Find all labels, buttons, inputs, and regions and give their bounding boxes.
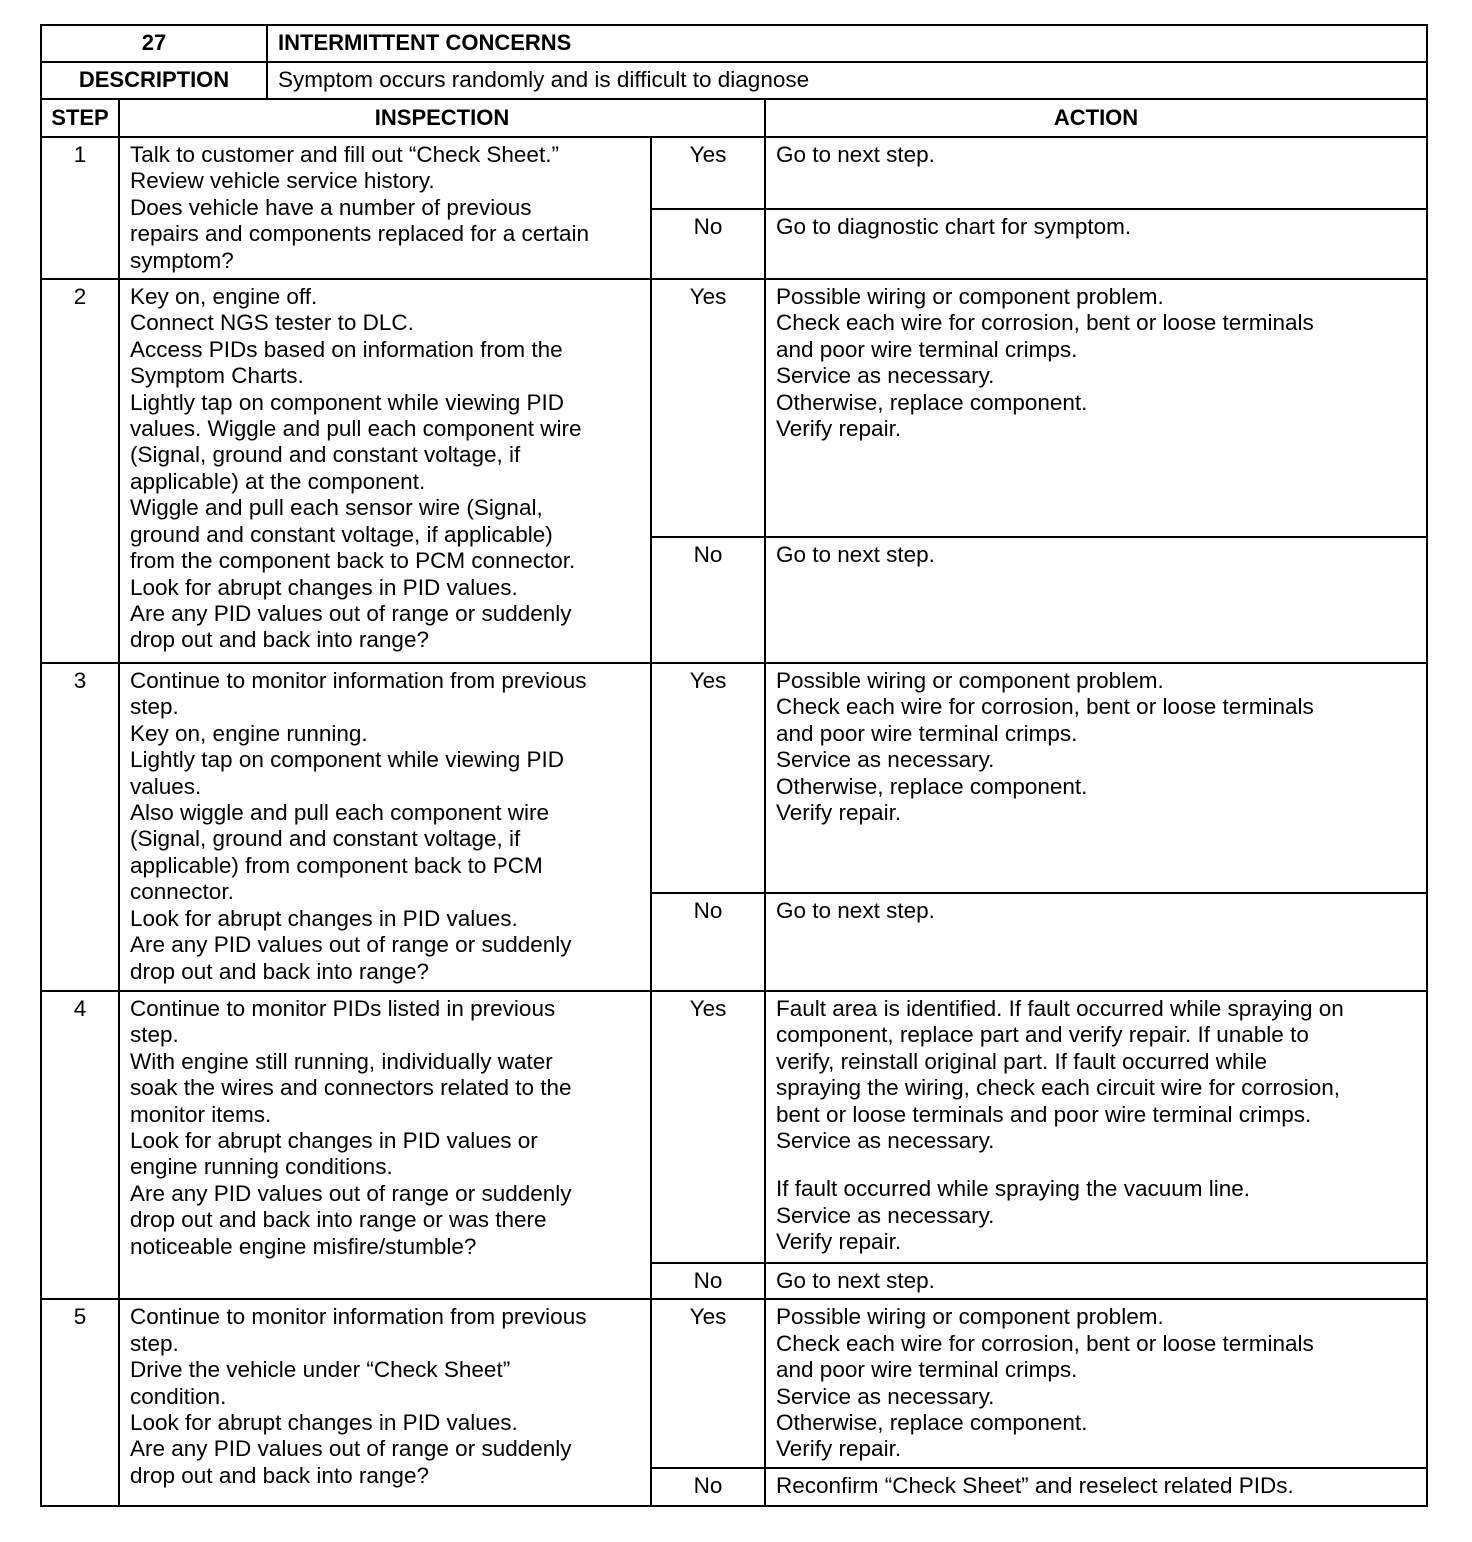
step-number: 2: [41, 279, 119, 663]
step-row: [41, 991, 1427, 1263]
inspection-line: repairs and components replaced for a certain: [130, 221, 590, 247]
action-line: and poor wire terminal crimps.: [776, 1357, 1078, 1383]
inspection-line: drop out and back into range?: [130, 958, 429, 984]
inspection-line: drop out and back into range?: [130, 1462, 429, 1488]
inspection-cell: [119, 663, 651, 991]
inspection-line: values.: [130, 773, 202, 799]
inspection-line: Are any PID values out of range or suddenly: [130, 1180, 572, 1206]
no-answer-label: No: [651, 1468, 765, 1506]
concern-number: 27: [41, 25, 267, 62]
action-line: Service as necessary.: [776, 1128, 995, 1154]
inspection-line: engine running conditions.: [130, 1154, 393, 1180]
yes-answer-label: Yes: [651, 991, 765, 1263]
inspection-line: Key on, engine running.: [130, 720, 368, 746]
inspection-line: symptom?: [130, 247, 234, 273]
inspection-cell: [119, 137, 651, 279]
inspection-line: Look for abrupt changes in PID values.: [130, 905, 518, 931]
description-label: DESCRIPTION: [41, 62, 267, 99]
inspection-line: Look for abrupt changes in PID values.: [130, 574, 518, 600]
inspection-line: Review vehicle service history.: [130, 168, 435, 194]
inspection-line: Look for abrupt changes in PID values or: [130, 1128, 538, 1154]
inspection-line: Key on, engine off.: [130, 284, 318, 310]
action-line: Service as necessary.: [776, 747, 995, 773]
inspection-line: soak the wires and connectors related to the: [130, 1075, 572, 1101]
step-row: [41, 137, 1427, 209]
action-line: Verify repair.: [776, 1436, 902, 1462]
inspection-line: Lightly tap on component while viewing PID: [130, 389, 564, 415]
no-answer-label: No: [651, 893, 765, 991]
action-line: Service as necessary.: [776, 1383, 995, 1409]
no-action-cell: [765, 209, 1427, 279]
action-line: Check each wire for corrosion, bent or loose terminals: [776, 310, 1314, 336]
action-line: Service as necessary.: [776, 363, 995, 389]
inspection-cell: [119, 279, 651, 663]
inspection-line: from the component back to PCM connector.: [130, 548, 576, 574]
inspection-column-header: INSPECTION: [119, 99, 765, 137]
action-line: Service as necessary.: [776, 1202, 995, 1228]
inspection-line: noticeable engine misfire/stumble?: [130, 1233, 477, 1259]
inspection-line: drop out and back into range or was there: [130, 1207, 547, 1233]
paragraph-gap: [776, 1154, 1418, 1176]
inspection-line: Lightly tap on component while viewing PID: [130, 747, 564, 773]
no-action-cell: [765, 893, 1427, 991]
yes-action-cell: [765, 279, 1427, 537]
action-line: Go to next step.: [776, 542, 935, 568]
step-number: 4: [41, 991, 119, 1299]
step-row: [41, 663, 1427, 893]
step-number: 5: [41, 1299, 119, 1505]
title-row: [41, 25, 1427, 62]
inspection-line: Continue to monitor information from previous: [130, 1304, 587, 1330]
yes-action-cell: [765, 1299, 1427, 1467]
inspection-line: Are any PID values out of range or suddenly: [130, 600, 572, 626]
no-action-cell: [765, 1468, 1427, 1506]
yes-answer-label: Yes: [651, 1299, 765, 1467]
inspection-line: Look for abrupt changes in PID values.: [130, 1410, 518, 1436]
no-answer-label: No: [651, 537, 765, 663]
description-row: [41, 62, 1427, 99]
action-line: Verify repair.: [776, 1229, 902, 1255]
action-line: Otherwise, replace component.: [776, 389, 1088, 415]
inspection-line: (Signal, ground and constant voltage, if: [130, 442, 521, 468]
action-line: Possible wiring or component problem.: [776, 1304, 1164, 1330]
inspection-line: Wiggle and pull each sensor wire (Signal,: [130, 495, 543, 521]
inspection-line: With engine still running, individually water: [130, 1048, 553, 1074]
action-line: If fault occurred while spraying the vacuum line.: [776, 1176, 1250, 1202]
no-action-cell: [765, 1263, 1427, 1299]
inspection-line: values. Wiggle and pull each component wire: [130, 416, 582, 442]
inspection-line: connector.: [130, 879, 234, 905]
inspection-cell: [119, 1299, 651, 1505]
inspection-line: Talk to customer and fill out “Check Sheet.”: [130, 142, 559, 167]
action-line: component, replace part and verify repair. If unable to: [776, 1022, 1309, 1048]
inspection-line: step.: [130, 694, 179, 720]
yes-answer-label: Yes: [651, 279, 765, 537]
step-column-header: STEP: [41, 99, 119, 137]
action-line: Go to next step.: [776, 142, 935, 167]
inspection-line: ground and constant voltage, if applicable): [130, 521, 553, 547]
inspection-line: applicable) from component back to PCM: [130, 852, 543, 878]
inspection-line: Symptom Charts.: [130, 363, 304, 389]
concern-title: INTERMITTENT CONCERNS: [267, 25, 1427, 62]
action-line: Check each wire for corrosion, bent or loose terminals: [776, 1330, 1314, 1356]
action-line: Go to next step.: [776, 898, 935, 924]
action-line: Go to next step.: [776, 1268, 935, 1294]
no-answer-label: No: [651, 209, 765, 279]
step-number: 3: [41, 663, 119, 991]
action-line: Go to diagnostic chart for symptom.: [776, 214, 1132, 240]
action-line: Possible wiring or component problem.: [776, 668, 1164, 694]
diagnostic-table: [40, 24, 1428, 1507]
yes-action-cell: [765, 991, 1427, 1263]
inspection-line: Does vehicle have a number of previous: [130, 194, 532, 220]
action-line: spraying the wiring, check each circuit wire for corrosion,: [776, 1075, 1340, 1101]
document-page: [40, 24, 1426, 1507]
inspection-line: drop out and back into range?: [130, 627, 429, 653]
action-line: Otherwise, replace component.: [776, 773, 1088, 799]
column-header-row: [41, 99, 1427, 137]
yes-action-cell: [765, 137, 1427, 209]
inspection-line: Access PIDs based on information from the: [130, 336, 563, 362]
inspection-line: Continue to monitor information from previous: [130, 668, 587, 694]
inspection-line: Are any PID values out of range or suddenly: [130, 932, 572, 958]
action-line: Otherwise, replace component.: [776, 1410, 1088, 1436]
no-answer-label: No: [651, 1263, 765, 1299]
action-line: Check each wire for corrosion, bent or loose terminals: [776, 694, 1314, 720]
action-line: and poor wire terminal crimps.: [776, 336, 1078, 362]
step-row: [41, 279, 1427, 537]
no-action-cell: [765, 537, 1427, 663]
action-line: bent or loose terminals and poor wire terminal crimps.: [776, 1101, 1312, 1127]
action-line: Fault area is identified. If fault occurred while spraying on: [776, 996, 1344, 1022]
inspection-line: condition.: [130, 1383, 227, 1409]
inspection-line: applicable) at the component.: [130, 468, 426, 494]
description-text: Symptom occurs randomly and is difficult to diagnose: [267, 62, 1427, 99]
inspection-cell: [119, 991, 651, 1299]
inspection-line: Connect NGS tester to DLC.: [130, 310, 414, 336]
action-line: and poor wire terminal crimps.: [776, 720, 1078, 746]
yes-action-cell: [765, 663, 1427, 893]
action-column-header: ACTION: [765, 99, 1427, 137]
inspection-line: (Signal, ground and constant voltage, if: [130, 826, 521, 852]
inspection-line: Continue to monitor PIDs listed in previous: [130, 996, 556, 1022]
action-line: Possible wiring or component problem.: [776, 284, 1164, 310]
inspection-line: Are any PID values out of range or suddenly: [130, 1436, 572, 1462]
step-number: 1: [41, 137, 119, 279]
action-line: verify, reinstall original part. If fault occurred while: [776, 1048, 1268, 1074]
inspection-line: Drive the vehicle under “Check Sheet”: [130, 1357, 511, 1383]
action-line: Verify repair.: [776, 416, 902, 442]
yes-answer-label: Yes: [651, 663, 765, 893]
inspection-line: Also wiggle and pull each component wire: [130, 800, 549, 826]
action-line: Reconfirm “Check Sheet” and reselect related PIDs.: [776, 1472, 1294, 1498]
inspection-line: monitor items.: [130, 1101, 272, 1127]
yes-answer-label: Yes: [651, 137, 765, 209]
action-line: Verify repair.: [776, 800, 902, 826]
step-row: [41, 1299, 1427, 1467]
inspection-line: step.: [130, 1330, 179, 1356]
inspection-line: step.: [130, 1022, 179, 1048]
